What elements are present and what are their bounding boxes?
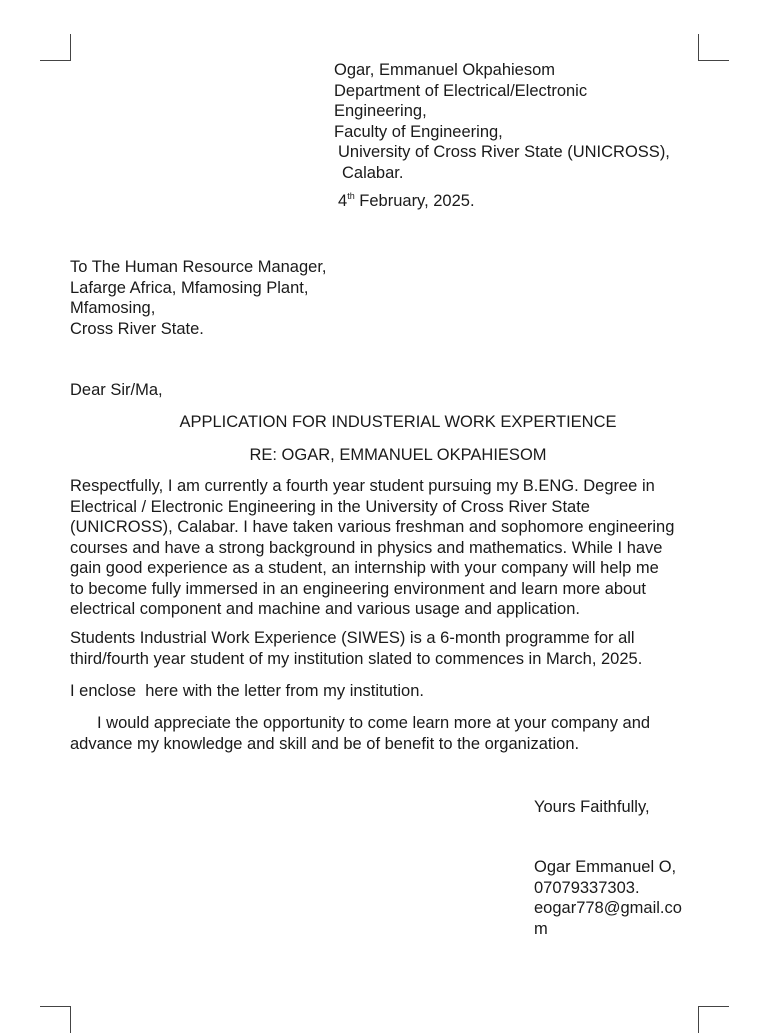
sender-department-cont: Engineering, (334, 102, 427, 120)
sender-department: Department of Electrical/Electronic (334, 81, 588, 100)
paragraph-line: third/fourth year student of my institution slated to commences in March, 2025. (70, 649, 643, 668)
salutation: Dear Sir/Ma, (70, 381, 163, 399)
date-rest: February, 2025. (354, 192, 475, 210)
paragraph-line: I enclose here with the letter from my institution. (70, 682, 424, 700)
crop-mark-bottom-left (40, 1006, 71, 1033)
recipient-line: To The Human Resource Manager, (70, 258, 327, 276)
paragraph-line: (UNICROSS), Calabar. I have taken various freshman and sophomore engineering (70, 518, 675, 536)
paragraph-line: courses and have a strong background in physics and mathematics. While I have (70, 538, 663, 557)
paragraph-line: I would appreciate the opportunity to come learn more at your company and (97, 714, 651, 732)
paragraph-line: to become fully immersed in an engineering environment and learn more about (70, 579, 646, 598)
recipient-line: Cross River State. (70, 319, 204, 338)
recipient-address (70, 257, 327, 339)
paragraph-siwes (70, 628, 710, 669)
crop-mark-bottom-right (698, 1006, 729, 1033)
recipient-line: Mfamosing, (70, 299, 156, 317)
paragraph-intro (70, 476, 710, 620)
crop-mark-top-right (698, 34, 729, 61)
paragraph-enclosure (70, 681, 710, 702)
sender-faculty: Faculty of Engineering, (334, 122, 503, 141)
letter-date (338, 191, 475, 212)
sender-name: Ogar, Emmanuel Okpahiesom (334, 61, 556, 79)
sender-address (334, 60, 670, 183)
paragraph-line: Respectfully, I am currently a fourth year student pursuing my B.ENG. Degree in (70, 477, 655, 495)
letter-reference: RE: OGAR, EMMANUEL OKPAHIESOM (249, 446, 547, 464)
paragraph-appreciation (70, 713, 710, 754)
signature-phone: 07079337303. (534, 878, 640, 897)
paragraph-line: Electrical / Electronic Engineering in the University of Cross River State (70, 497, 590, 516)
signature-name: Ogar Emmanuel O, (534, 858, 677, 876)
paragraph-line: gain good experience as a student, an internship with your company will help me (70, 559, 659, 577)
recipient-line: Lafarge Africa, Mfamosing Plant, (70, 278, 309, 297)
sender-city: Calabar. (342, 163, 404, 182)
paragraph-line: Students Industrial Work Experience (SIWES) is a 6-month programme for all (70, 629, 635, 647)
crop-mark-top-left (40, 34, 71, 61)
signature-email: eogar778@gmail.co (534, 899, 682, 917)
sender-university: University of Cross River State (UNICROSS), (338, 143, 670, 161)
date-suffix: th (347, 191, 355, 201)
letter-subject: APPLICATION FOR INDUSTERIAL WORK EXPERTIENCE (179, 413, 617, 431)
signature-email-cont: m (534, 919, 548, 938)
paragraph-line: electrical component and machine and various usage and application. (70, 600, 580, 618)
date-day: 4 (338, 192, 348, 210)
paragraph-line: advance my knowledge and skill and be of benefit to the organization. (70, 734, 580, 753)
signature-block (534, 857, 682, 939)
closing: Yours Faithfully, (534, 798, 650, 816)
